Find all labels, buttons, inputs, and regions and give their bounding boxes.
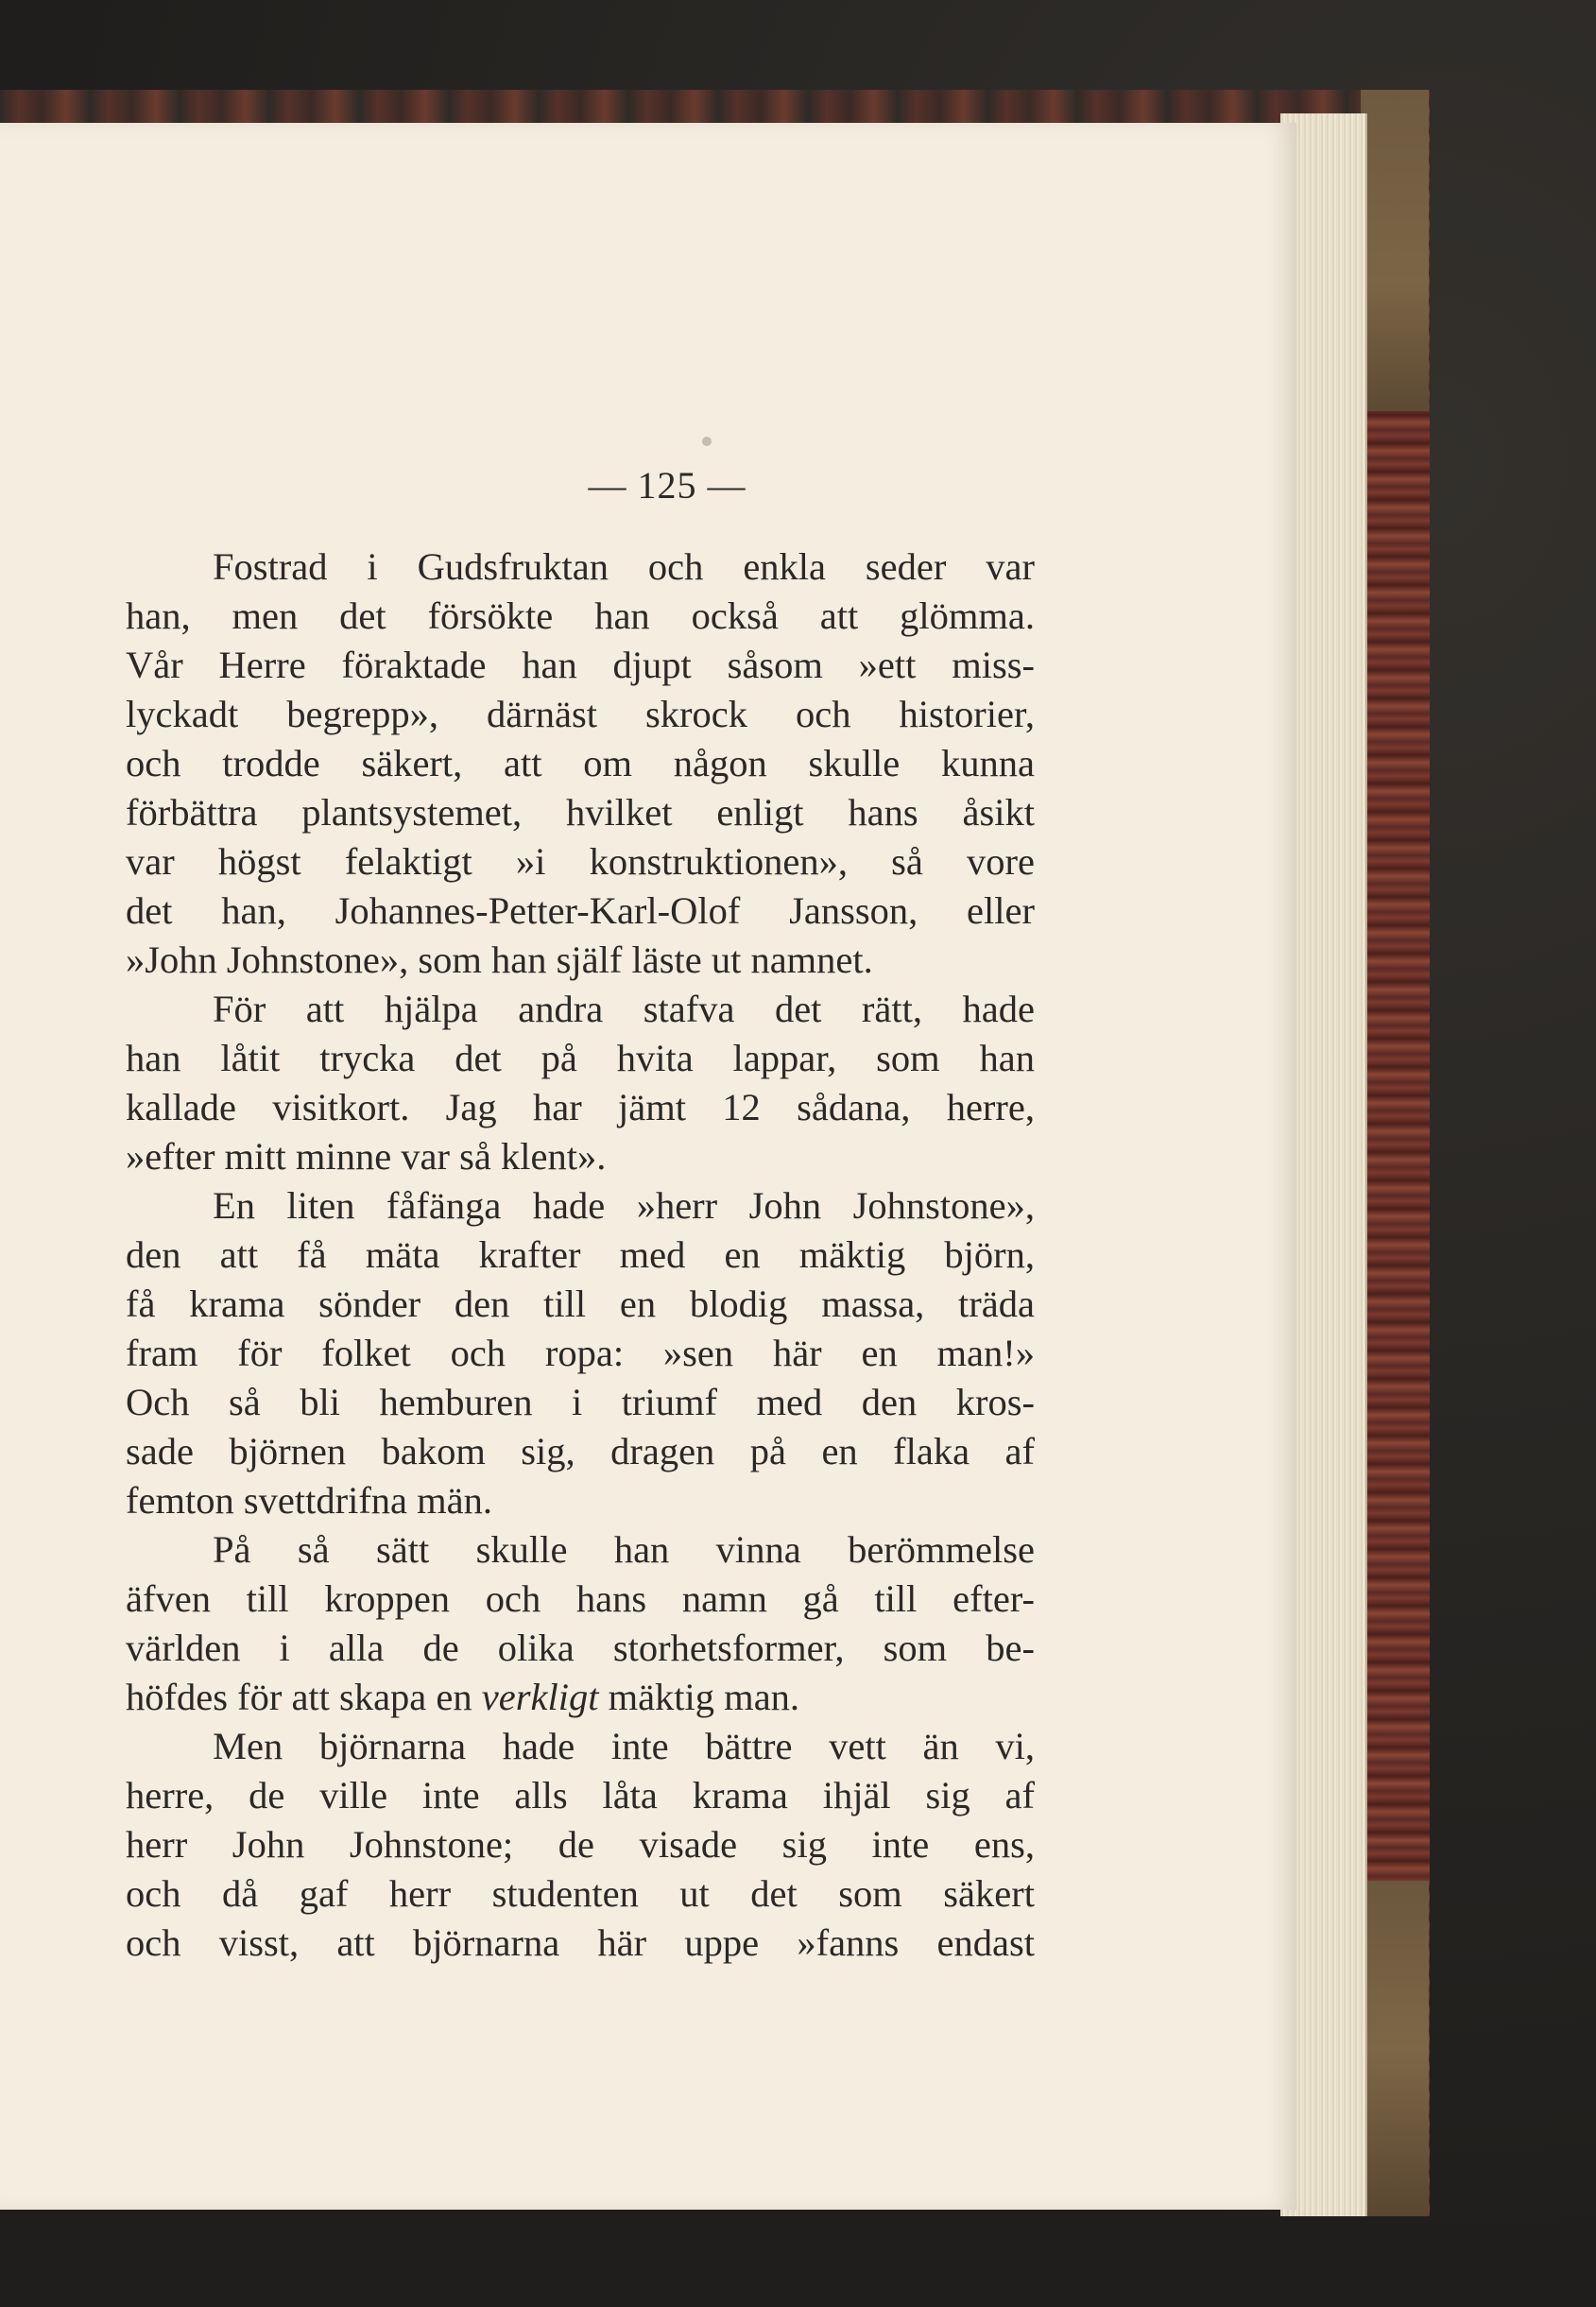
- book-cover-corner-bottom: [1361, 1881, 1429, 2216]
- text-line: förbättra plantsystemet, hvilket enligt hans åsikt: [126, 791, 1035, 834]
- text-line: han låtit trycka det på hvita lappar, som han: [126, 1037, 1035, 1079]
- text-line: Men björnarna hade inte bättre vett än vi,: [213, 1725, 1035, 1767]
- text-line: det han, Johannes-Petter-Karl-Olof Jansson, eller: [126, 889, 1035, 932]
- text-line: världen i alla de olika storhetsformer, som be-: [126, 1627, 1035, 1669]
- text-line: han, men det försökte han också att glömma.: [126, 594, 1035, 637]
- text-line: och visst, att björnarna här uppe »fanns endast: [126, 1921, 1035, 1964]
- text-line: fram för folket och ropa: »sen här en man!»: [126, 1332, 1035, 1374]
- text-line: Fostrad i Gudsfruktan och enkla seder var: [213, 545, 1035, 588]
- text-line: äfven till kroppen och hans namn gå till efter-: [126, 1577, 1035, 1620]
- text-line: höfdes för att skapa en verkligt mäktig man.: [126, 1676, 800, 1718]
- text-line: En liten fåfänga hade »herr John Johnstone»,: [213, 1184, 1035, 1227]
- text-line: »John Johnstone», som han själf läste ut namnet.: [126, 938, 873, 981]
- text-line: och då gaf herr studenten ut det som säkert: [126, 1872, 1035, 1915]
- text-line: »efter mitt minne var så klent».: [126, 1135, 607, 1178]
- text-line: var högst felaktigt »i konstruktionen», så vore: [126, 840, 1035, 883]
- body-text: [126, 542, 1035, 1968]
- text-line: femton svettdrifna män.: [126, 1479, 493, 1522]
- text-line: herre, de ville inte alls låta krama ihjäl sig af: [126, 1774, 1035, 1816]
- book-cover-corner-top: [1361, 90, 1429, 411]
- text-line: På så sätt skulle han vinna berömmelse: [213, 1528, 1035, 1571]
- text-line: Och så bli hemburen i triumf med den kros-: [126, 1381, 1035, 1423]
- page-number: — 125 —: [588, 464, 747, 507]
- text-line: Vår Herre föraktade han djupt såsom »ett miss-: [126, 644, 1035, 686]
- text-line: kallade visitkort. Jag har jämt 12 sådana, herre,: [126, 1086, 1035, 1128]
- text-line: få krama sönder den till en blodig massa, träda: [126, 1283, 1035, 1325]
- text-line: sade björnen bakom sig, dragen på en flaka af: [126, 1430, 1035, 1472]
- text-line: herr John Johnstone; de visade sig inte ens,: [126, 1823, 1035, 1866]
- text-line: och trodde säkert, att om någon skulle kunna: [126, 742, 1035, 784]
- ink-speck: [702, 437, 712, 446]
- book-page: [0, 123, 1296, 2210]
- emphasis: verkligt: [481, 1676, 599, 1718]
- text-line: För att hjälpa andra stafva det rätt, hade: [213, 988, 1035, 1030]
- text-line: den att få mäta krafter med en mäktig björn,: [126, 1233, 1035, 1276]
- text-line: lyckadt begrepp», därnäst skrock och historier,: [126, 693, 1035, 735]
